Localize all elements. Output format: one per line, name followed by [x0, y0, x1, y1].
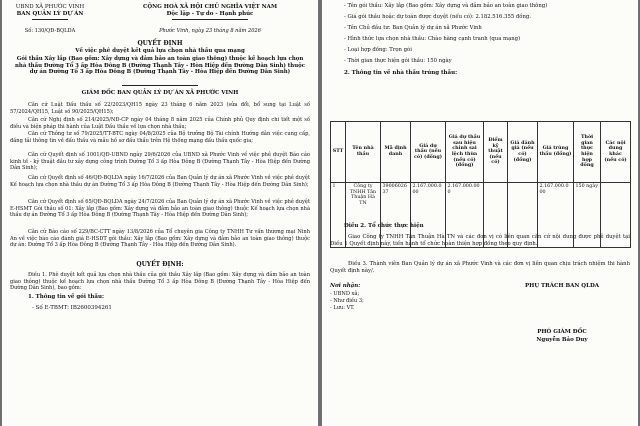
- signer-name: Nguyễn Bảo Duy: [536, 337, 588, 343]
- signer-position: PHÓ GIÁM ĐỐC: [537, 329, 587, 335]
- place-date: Phước Vinh, ngày 23 tháng 8 năm 2026: [159, 28, 261, 34]
- package-subject: Gói thầu Xây lắp (Bao gồm: Xây dựng và đảm bảo an toàn giao thông) thuộc kế hoạch lựa chọn nhà thầu Đường Tổ 3 ấp Hòa Đông B (Đường Thạnh Tây - Hòn Hiệp đến Đường Dân Sinh) thuộc dự án Đường Tổ 3 ấp Hòa Đông B (Đường Thạnh Tây - Hòa Hiệp đến Đường Dân Sinh): [14, 56, 306, 76]
- legal-basis-4: Căn cứ Quyết định số 1001/QĐ-UBND ngày 29/6/2026 của UBND xã Phước Vinh về việc phê duyệt Báo cáo kinh tế - kỹ thuật đầu tư xây dựng công trình Đường Tổ 3 ấp Hòa Đông B (Đường Thạnh Tây - Hòa Hiệp đến Đường Dân Sinh);: [10, 152, 310, 171]
- article-3: Điều 3. Thành viên Ban Quản lý dự án xã Phước Vinh và các đơn vị liên quan chịu trách nhiệm thi hành Quyết định này/.: [330, 261, 630, 274]
- motto-underline: [172, 19, 248, 20]
- cell-winning-price: 2.167.000.000: [538, 183, 574, 248]
- issuing-authority: GIÁM ĐỐC BAN QUẢN LÝ DỰ ÁN XÃ PHƯỚC VINH: [81, 90, 239, 96]
- cell-adjusted-price: 2.167.000.000: [446, 183, 484, 248]
- col-technical-score: Điểm kỹ thuật (nếu có): [484, 122, 508, 183]
- recipients-title: Nơi nhận:: [330, 283, 361, 289]
- legal-basis-5: Căn cứ Quyết định số 46/QĐ-BQLDA ngày 16/7/2026 của Ban Quản lý dự án xã Phước Vinh về việc phê duyệt Kế hoạch lựa chọn nhà thầu dự án Đường Tổ 3 ấp Hòa Đông B (Đường Thạnh Tây - Hòa Hiệp đến Đường Dân Sinh);: [10, 175, 310, 188]
- article-2-heading: Điều 2. Tổ chức thực hiện: [344, 223, 424, 229]
- col-winning-price: Giá trúng thầu (đồng): [538, 122, 574, 183]
- legal-basis-2: Căn cứ Nghị định số 214/2025/NĐ-CP ngày 04 tháng 8 năm 2025 của Chính phủ Quy định chi tiết một số điều và biện pháp thi hành của Luật Đấu thầu về lựa chọn nhà thầu;: [10, 117, 310, 130]
- agency-underline: [32, 19, 68, 20]
- document-type: QUYẾT ĐỊNH: [137, 40, 183, 47]
- agency-parent: UBND XÃ PHƯỚC VINH: [15, 4, 85, 10]
- info-package-price: - Giá gói thầu hoặc dự toán được duyệt (nếu có): 2.182.516.355 đồng.: [344, 14, 532, 20]
- col-evaluated-price: Giá đánh giá (nếu có) (đồng): [508, 122, 538, 183]
- col-contract-duration: Thời gian thực hiện hợp đồng: [574, 122, 601, 183]
- cell-no: 1: [331, 183, 346, 248]
- cell-contract-duration: 150 ngày: [574, 183, 601, 248]
- decides-heading: QUYẾT ĐỊNH:: [136, 261, 184, 268]
- info-package-name: - Tên gói thầu: Xây lắp (Bao gồm: Xây dựng và đảm bảo an toàn giao thông): [344, 3, 548, 9]
- national-title: CỘNG HOÀ XÃ HỘI CHỦ NGHĨA VIỆT NAM: [142, 4, 278, 10]
- info-investor: - Tên Chủ đầu tư: Ban Quản lý dự án xã Phước Vinh: [344, 25, 482, 31]
- table-header-row: [331, 122, 631, 183]
- col-id-code: Mã định danh: [381, 122, 411, 183]
- col-no: STT: [331, 122, 346, 183]
- signature-heading: PHỤ TRÁCH BAN QLDA: [524, 283, 600, 289]
- document-page-right: [322, 0, 638, 426]
- col-bidder-name: Tên nhà thầu: [346, 122, 381, 183]
- recipient-1: - UBND xã;: [330, 291, 360, 297]
- info-selection-method: - Hình thức lựa chọn nhà thầu: Chào hàng cạnh tranh (qua mạng): [344, 36, 521, 42]
- tbmt-number: - Số E-TBMT: IB2600394261: [32, 305, 112, 311]
- info-duration: - Thời gian thực hiện gói thầu: 150 ngày: [344, 58, 452, 64]
- national-motto: Độc lập - Tự do - Hạnh phúc: [166, 11, 254, 17]
- section-1-heading: 1. Thông tin về gói thầu:: [28, 294, 104, 300]
- info-contract-type: - Loại hợp đồng: Trọn gói: [344, 47, 412, 53]
- agency-name: BAN QUẢN LÝ DỰ ÁN: [16, 11, 84, 17]
- article-1: Điều 1. Phê duyệt kết quả lựa chọn nhà thầu của gói thầu Xây lắp (Bao gồm: Xây dựng và đảm bảo an toàn giao thông) thuộc kế hoạch lựa chọn nhà thầu Đường Tổ 3 ấp Hòa Đông B (Đường Thạnh Tây - Hòa Hiệp đến Đường Dân Sinh), bao gồm:: [10, 272, 310, 291]
- col-other-notes: Các nội dung khác (nếu có): [601, 122, 631, 183]
- article-2-text: Giao Công ty TNHH Tân Thuận Hà TN và các đơn vị có liên quan căn cứ nội dung được phê duyệt tại Điều 1 Quyết định này, tiến hành tổ chức hoàn thiện hợp đồng theo quy định.: [330, 234, 630, 247]
- cell-bid-price: 2.167.000.000: [411, 183, 446, 248]
- cell-id-code: 3900602637: [381, 183, 411, 248]
- legal-basis-3: Căn cứ Thông tư số 79/2025/TT-BTC ngày 04/8/2025 của Bộ trưởng Bộ Tài chính Hướng dẫn việc cung cấp, đăng tải thông tin về đấu thầu và mẫu hồ sơ đấu thầu trên Hệ thống mạng đấu thầu quốc gia;: [10, 131, 310, 144]
- section-2-heading: 2. Thông tin về nhà thầu trúng thầu:: [344, 70, 458, 76]
- recipient-2: - Như điều 3;: [330, 298, 364, 304]
- recipient-3: - Lưu: VT.: [330, 305, 355, 311]
- col-adjusted-price: Giá dự thầu sau hiệu chỉnh sai lệch thừa (nếu có) (đồng): [446, 122, 484, 183]
- document-page-left: [2, 0, 318, 426]
- subject-line: Về việc phê duyệt kết quả lựa chọn nhà thầu qua mạng: [75, 48, 245, 54]
- legal-basis-6: Căn cứ Quyết định số 65/QĐ-BQLDA ngày 24/7/2026 của Ban Quản lý dự án xã Phước Vinh về việc phê duyệt E-HSMT Gói thầu số 01: Xây lắp (Bao gồm: Xây dựng và đảm bảo an toàn giao thông) thuộc Kế hoạch lựa chọn nhà thầu dự án Đường Tổ 3 ấp Hòa Đông B (Đường Thạnh Tây - Hòa Hiệp đến Đường Dân Sinh);: [10, 199, 310, 218]
- legal-basis-1: Căn cứ Luật Đấu thầu số 22/2023/QH15 ngày 23 tháng 6 năm 2023 (sửa đổi, bổ sung tại Luật số 57/2024/QH15, Luật số 90/2025/QH15);: [10, 102, 310, 115]
- document-number: Số: 130/QĐ-BQLDA: [24, 28, 76, 34]
- col-bid-price: Giá dự thầu (nếu có) (đồng): [411, 122, 446, 183]
- subject-underline: [122, 85, 198, 86]
- cell-bidder-name: Công ty TNHH Tân Thuận Hà TN: [346, 183, 381, 248]
- legal-basis-7: Căn cứ Báo cáo số 229/BC-CTT ngày 13/8/2026 của Tổ chuyên gia Công ty TNHH Tư vấn thương mại Ninh An về việc báo cáo đánh giá E-HSDT gói thầu: Xây lắp (Bao gồm: Xây dựng và đảm bảo an toàn giao thông) thuộc dự án: Đường Tổ 3 ấp Hòa Đông B (Đường Thạnh Tây - Hòa Hiệp đến Đường Dân Sinh).: [10, 229, 310, 248]
